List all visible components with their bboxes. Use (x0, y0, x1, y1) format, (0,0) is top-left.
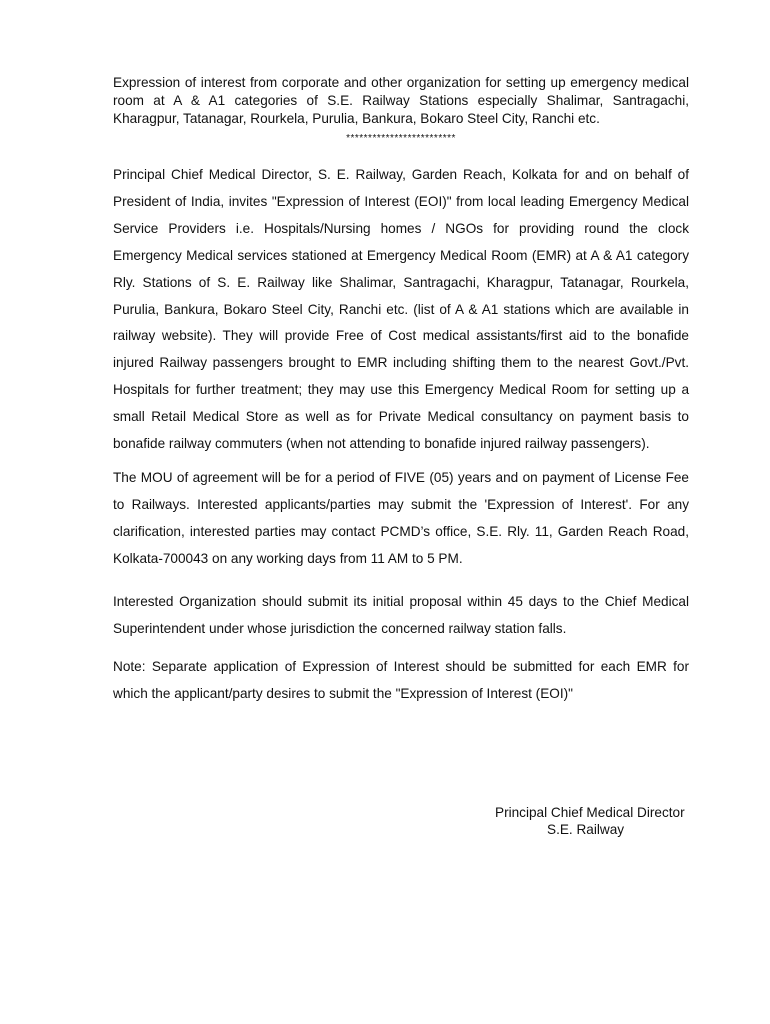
separator-stars: ************************* (346, 133, 456, 144)
paragraph-mou: The MOU of agreement will be for a period of FIVE (05) years and on payment of License Fee to Railways. Interested applicants/parties may submit the 'Expression of Interest'. For any clarification, interested parties may contact PCMD’s office, S.E. Rly. 11, Garden Reach Road, Kolkata-700043 on any working days from 11 AM to 5 PM. (113, 469, 689, 566)
paragraph-note: Note: Separate application of Expression of Interest should be submitted for each EMR for which the applicant/party desires to submit the "Expression of Interest (EOI)" (113, 659, 689, 702)
paragraph-submission: Interested Organization should submit its initial proposal within 45 days to the Chief Medical Superintendent under whose jurisdiction the concerned railway station falls. (113, 593, 689, 636)
signature-block (495, 804, 695, 838)
paragraph-invitation: Principal Chief Medical Director, S. E. Railway, Garden Reach, Kolkata for and on behalf of President of India, invites "Expression of Interest (EOI)" from local leading Emergency Medical Service Providers i.e. Hospitals/Nursing homes / NGOs for providing round the clock Emergency Medical services stationed at Emergency Medical Room (EMR) at A & A1 category Rly. Stations of S. E. Railway like Shalimar, Santragachi, Kharagpur, Tatanagar, Rourkela, Purulia, Bankura, Bokaro Steel City, Ranchi etc. (list of A & A1 stations which are available in railway website). They will provide Free of Cost medical assistants/first aid to the bonafide injured Railway passengers brought to EMR including shifting them to the nearest Govt./Pvt. Hospitals for further treatment; they may use this Emergency Medical Room for setting up a small Retail Medical Store as well as for Private Medical consultancy on payment basis to bonafide railway commuters (when not attending to bonafide injured railway passengers). (113, 167, 689, 452)
signature-org: S.E. Railway (547, 822, 625, 837)
document-heading: Expression of interest from corporate and other organization for setting up emergency medical room at A & A1 categories of S.E. Railway Stations especially Shalimar, Santragachi, Kharagpur, Tatanagar, Rourkela, Purulia, Bankura, Bokaro Steel City, Ranchi etc. (113, 75, 689, 126)
document-body (113, 74, 689, 708)
signature-title: Principal Chief Medical Director (495, 805, 685, 820)
